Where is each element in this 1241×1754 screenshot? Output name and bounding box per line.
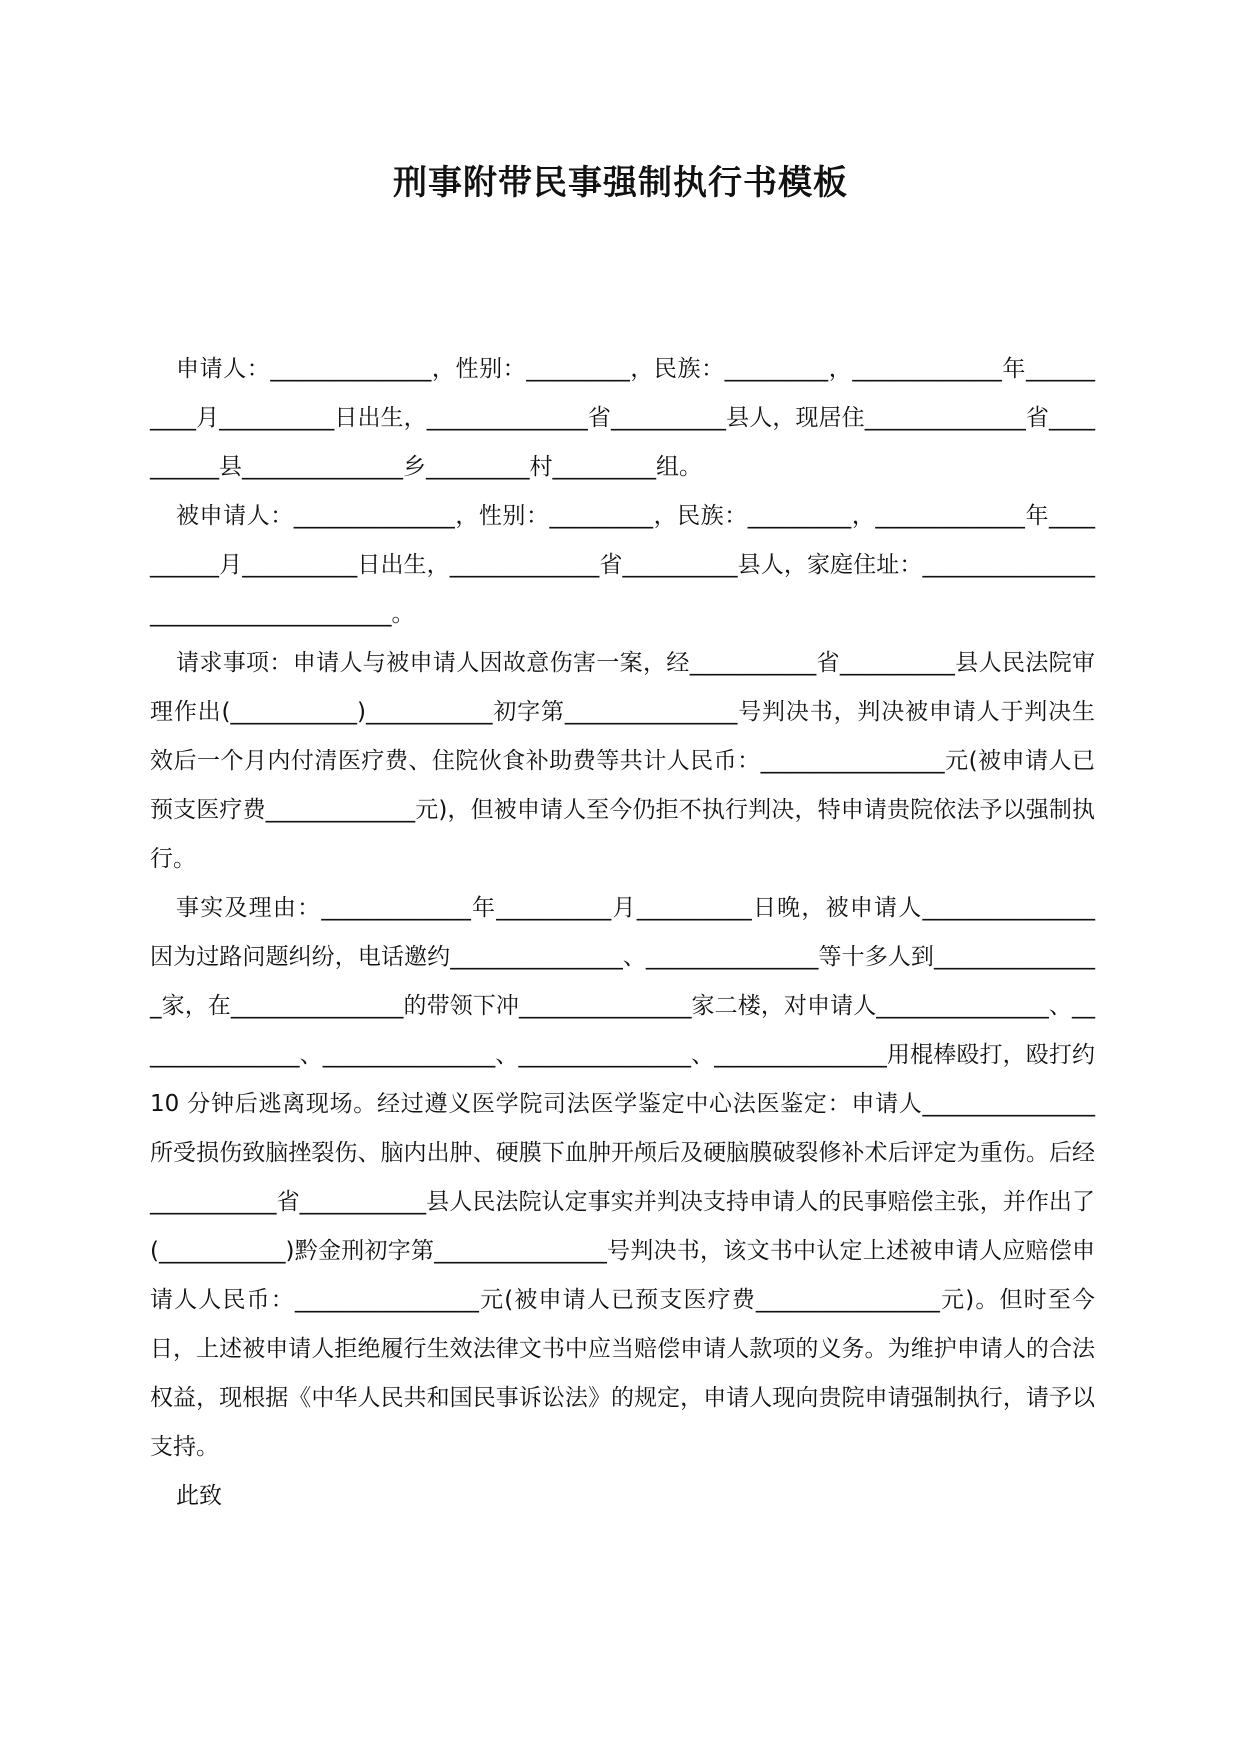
document-title: 刑事附带民事强制执行书模板 (393, 163, 848, 203)
request-paragraph: 请求事项：申请人与被申请人因故意伤害一案，经___________省__________县人民法院审理作出(___________)___________初字第_______________号判决书，判决被申请人于判决生效后一个月内付清医疗费、住院伙食补助费等共计人民币：________________元(被申请人已预支医疗费_____________元)，但被申请人至今仍拒不执行判决，特申请贵院依法予以强制执行。 (150, 650, 1095, 872)
closing-paragraph: 此致 (176, 1483, 222, 1509)
facts-paragraph: 事实及理由：_____________年__________月__________日晚，被申请人_______________因为过路问题纠纷，电话邀约_______________、_______________等十多人到_______________家，在_______________的带领下冲_______________家二楼，对申请人_______________、_______________、_______________、_______________、_______________用棍棒殴打，殴打约 10 分钟后逃离现场。经过遵义医学院司法医学鉴定中心法医鉴定：申请人_______________所受损伤致脑挫裂伤、脑内出肿、硬膜下血肿开颅后及硬脑膜破裂修补术后评定为重伤。后经___________省___________县人民法院认定事实并判决支持申请人的民事赔偿主张，并作出了(___________)黔金刑初字第_______________号判决书，该文书中认定上述被申请人应赔偿申请人人民币：________________元(被申请人已预支医疗费________________元)。但时至今日，上述被申请人拒绝履行生效法律文书中应当赔偿申请人款项的义务。为维护申请人的合法权益，现根据《中华人民共和国民事诉讼法》的规定，申请人现向贵院申请强制执行，请予以支持。 (150, 895, 1103, 1460)
applicant-paragraph: 申请人：______________，性别：_________，民族：_________，_____________年__________月__________日出生，______________省__________县人，现居住______________省__________县______________乡_________村_________组。 (150, 356, 1095, 480)
respondent-paragraph: 被申请人：______________，性别：_________，民族：_________，_____________年__________月__________日出生，_____________省__________县人，家庭住址：____________________________________。 (150, 503, 1095, 627)
document-body (150, 345, 1103, 1521)
